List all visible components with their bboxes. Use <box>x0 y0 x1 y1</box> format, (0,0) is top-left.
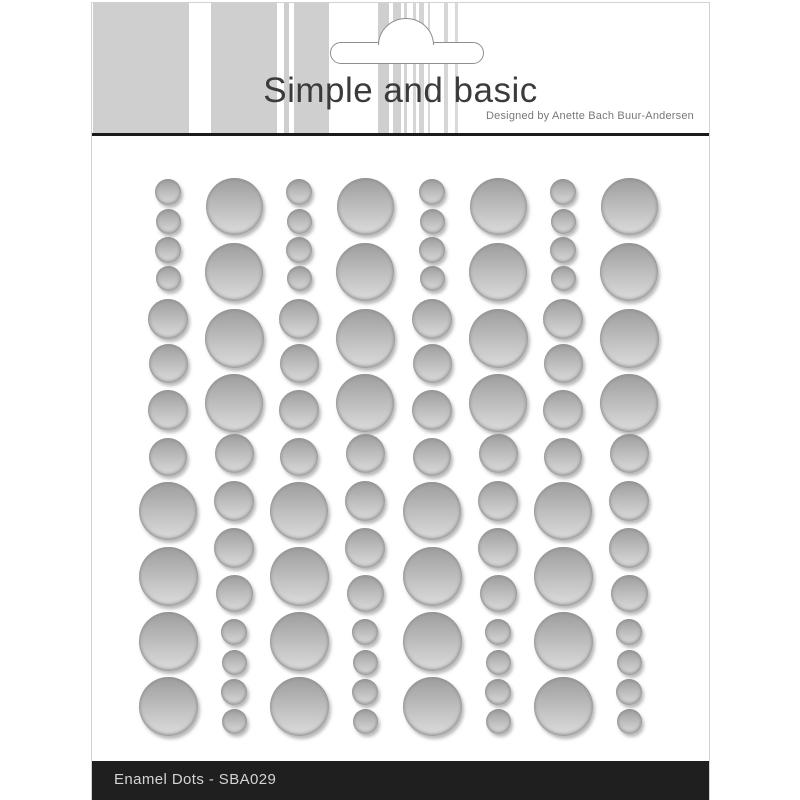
enamel-dot <box>403 612 462 671</box>
enamel-dot <box>419 179 445 205</box>
enamel-dot <box>479 434 518 473</box>
enamel-dot <box>345 528 385 568</box>
enamel-dot <box>287 209 312 234</box>
enamel-dot <box>616 619 642 645</box>
enamel-dot <box>346 434 385 473</box>
enamel-dot <box>403 547 462 606</box>
enamel-dot <box>551 266 576 291</box>
enamel-dot <box>534 547 593 606</box>
enamel-dot <box>155 237 181 263</box>
enamel-dot <box>270 482 328 540</box>
product-package <box>91 2 710 800</box>
enamel-dot <box>205 243 263 301</box>
enamel-dot <box>403 677 462 736</box>
footer-bar <box>92 761 709 800</box>
enamel-dot <box>600 374 658 432</box>
enamel-dot <box>336 374 394 432</box>
enamel-dot <box>420 266 445 291</box>
enamel-dot <box>534 612 593 671</box>
enamel-dot <box>352 619 378 645</box>
enamel-dot <box>469 374 527 432</box>
enamel-dot <box>214 481 254 521</box>
enamel-dot <box>156 209 181 234</box>
enamel-dot <box>337 178 394 235</box>
enamel-dot <box>139 677 198 736</box>
enamel-dot <box>412 299 452 339</box>
enamel-dot <box>480 575 517 612</box>
enamel-dot <box>148 299 188 339</box>
designer-credit: Designed by Anette Bach Buur-Andersen <box>486 110 694 122</box>
enamel-dot <box>353 650 378 675</box>
enamel-dot <box>148 390 188 430</box>
enamel-dot <box>478 481 518 521</box>
enamel-dot <box>419 237 445 263</box>
enamel-dot <box>139 482 197 540</box>
enamel-dot <box>353 709 378 734</box>
enamel-dot <box>222 650 247 675</box>
enamel-dot <box>221 619 247 645</box>
enamel-dot <box>469 309 528 368</box>
enamel-dot <box>469 243 527 301</box>
enamel-dot <box>543 299 583 339</box>
enamel-dot <box>544 344 583 383</box>
enamel-dot <box>412 390 452 430</box>
enamel-dot <box>149 438 187 476</box>
enamel-dot <box>470 178 527 235</box>
enamel-dot <box>345 481 385 521</box>
enamel-dot <box>550 179 576 205</box>
enamel-dot <box>534 677 593 736</box>
enamel-dot <box>600 243 658 301</box>
brand-title: Simple and basic <box>263 71 538 110</box>
enamel-dot <box>352 679 378 705</box>
enamel-dot <box>280 344 319 383</box>
enamel-dot <box>270 677 329 736</box>
enamel-dot <box>205 309 264 368</box>
enamel-dot <box>534 482 592 540</box>
product-label: Enamel Dots - SBA029 <box>114 770 277 788</box>
enamel-dot <box>485 619 511 645</box>
enamel-dot <box>139 612 198 671</box>
enamel-dot <box>551 209 576 234</box>
enamel-dot <box>485 679 511 705</box>
enamel-dot <box>544 438 582 476</box>
enamel-dot <box>214 528 254 568</box>
enamel-dot <box>222 709 247 734</box>
enamel-dot <box>609 528 649 568</box>
enamel-dot <box>600 309 659 368</box>
enamel-dot <box>149 344 188 383</box>
enamel-dot <box>280 438 318 476</box>
enamel-dot <box>413 344 452 383</box>
enamel-dot <box>215 434 254 473</box>
enamel-dot <box>206 178 263 235</box>
enamel-dot <box>270 612 329 671</box>
enamel-dot <box>221 679 247 705</box>
enamel-dot <box>543 390 583 430</box>
enamel-dot <box>156 266 181 291</box>
enamel-dot <box>286 179 312 205</box>
enamel-dot <box>336 243 394 301</box>
enamel-dot <box>155 179 181 205</box>
enamel-dot <box>550 237 576 263</box>
enamel-dot <box>413 438 451 476</box>
enamel-dot <box>610 434 649 473</box>
enamel-dot <box>601 178 658 235</box>
enamel-dot <box>617 709 642 734</box>
enamel-dots-grid <box>92 3 709 800</box>
enamel-dot <box>279 299 319 339</box>
enamel-dot <box>216 575 253 612</box>
enamel-dot <box>420 209 445 234</box>
enamel-dot <box>609 481 649 521</box>
enamel-dot <box>617 650 642 675</box>
enamel-dot <box>205 374 263 432</box>
enamel-dot <box>403 482 461 540</box>
enamel-dot <box>279 390 319 430</box>
enamel-dot <box>478 528 518 568</box>
enamel-dot <box>486 650 511 675</box>
enamel-dot <box>347 575 384 612</box>
enamel-dot <box>286 237 312 263</box>
enamel-dot <box>139 547 198 606</box>
enamel-dot <box>270 547 329 606</box>
enamel-dot <box>611 575 648 612</box>
enamel-dot <box>287 266 312 291</box>
enamel-dot <box>336 309 395 368</box>
enamel-dot <box>616 679 642 705</box>
enamel-dot <box>486 709 511 734</box>
